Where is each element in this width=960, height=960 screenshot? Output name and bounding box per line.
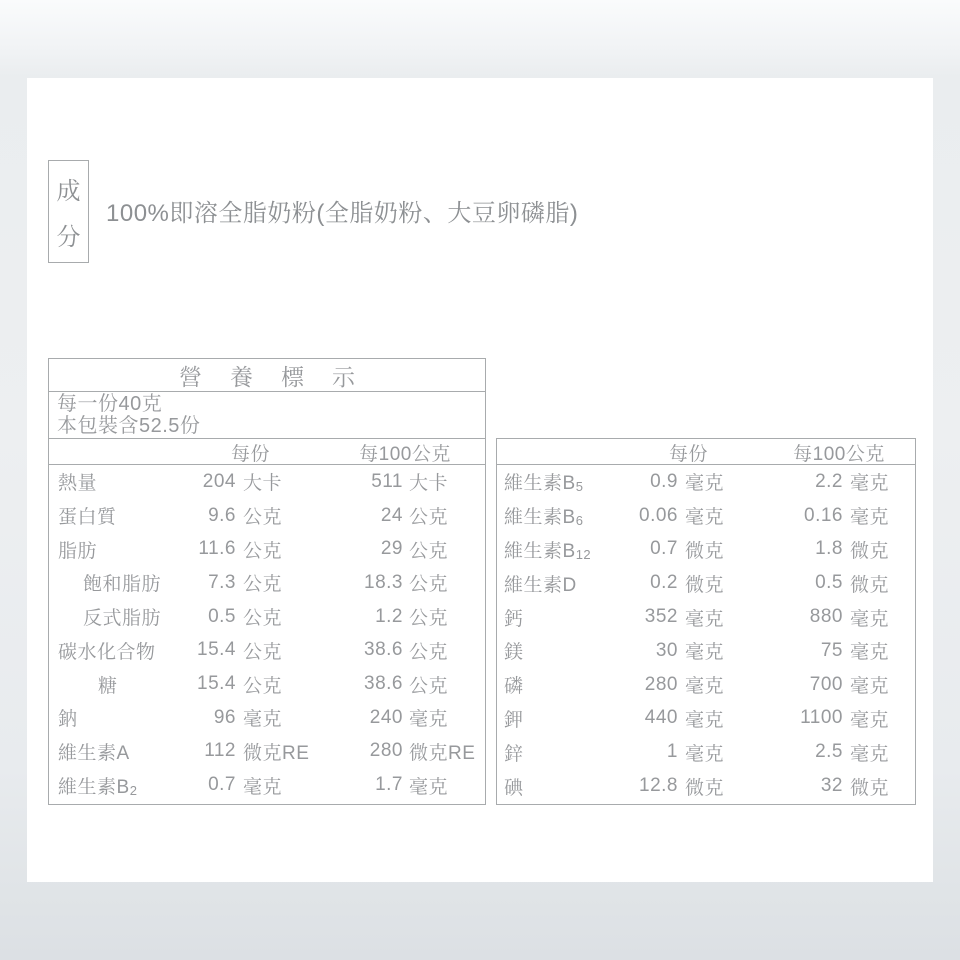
per-100g-unit: 大卡 [409,473,449,495]
nutrient-row-vitamin-b6 [497,499,915,533]
ingredients-text: 100%即溶全脂奶粉(全脂奶粉、大豆卵磷脂) [106,200,579,227]
per-serving-value: 9.6 [208,504,236,526]
nutrient-row-calcium [497,600,915,634]
per-serving-unit: 毫克 [243,776,283,798]
per-serving-unit: 微克RE [243,742,310,764]
per-100g-unit: 微克 [850,777,890,799]
per-serving-value: 12.8 [639,775,678,797]
per-100g-unit: 毫克 [850,642,890,664]
nutrient-label [58,637,176,664]
nutrient-row-vitamin-d [497,566,915,600]
per-100g-unit: 公克 [409,641,449,663]
per-serving-value: 352 [644,606,678,628]
nutrient-label [504,468,614,495]
per-serving-unit: 毫克 [685,608,725,630]
nutrient-row-iodine [497,769,915,803]
per-100g-header: 每100公克 [793,444,885,465]
label-text: 脂肪 [58,540,98,562]
nutrient-label [58,502,176,529]
per-serving-value: 7.3 [208,571,236,593]
nutrient-row-saturated-fat [49,566,485,600]
per-serving-unit: 公克 [243,608,283,630]
ingredients-label-box [48,160,89,263]
label-text: 碘 [504,777,524,799]
per-100g-unit: 毫克 [409,776,449,798]
nutrient-label [58,603,176,630]
nutrient-label [58,704,176,731]
label-text: 反式脂肪 [83,608,162,630]
column-header-row [49,439,485,465]
per-100g-value: 32 [820,775,843,797]
nutrient-row-carbohydrate [49,634,485,668]
per-100g-unit: 公克 [409,574,449,596]
per-100g-value: 700 [809,673,843,695]
per-100g-value: 511 [371,470,403,492]
per-serving-value: 0.7 [208,774,236,796]
per-serving-value: 11.6 [198,538,236,560]
per-serving-value: 0.2 [650,572,678,594]
per-100g-unit: 毫克 [850,507,890,529]
nutrient-label [58,468,176,495]
label-text: 碳水化合物 [58,641,156,663]
label-text: 維生素B [504,473,576,495]
per-serving-value: 15.4 [197,673,236,695]
label-text: 磷 [504,676,524,698]
per-100g-value: 280 [369,740,403,762]
per-serving-unit: 毫克 [685,507,725,529]
per-100g-value: 1100 [800,707,843,729]
ingredients-char-1: 成 [56,178,81,206]
per-serving-unit: 公克 [243,675,283,697]
per-serving-value: 280 [644,673,678,695]
label-text: 蛋白質 [58,507,117,529]
per-serving-value: 204 [202,470,236,492]
label-text: 維生素D [504,574,577,596]
per-100g-value: 1.7 [375,774,403,796]
per-serving-value: 112 [204,740,236,762]
ingredients-char-2: 分 [56,223,81,251]
per-100g-value: 2.2 [815,470,843,492]
per-serving-unit: 毫克 [685,676,725,698]
product-label-card [27,78,933,882]
nutrient-row-phosphorus [497,668,915,702]
per-100g-unit: 微克 [850,540,890,562]
per-100g-value: 18.3 [364,571,403,593]
nutrient-label [58,738,176,765]
nutrient-label [504,773,614,800]
label-text: 飽和脂肪 [83,574,162,596]
nutrient-row-calories [49,465,485,499]
nutrient-label [504,671,614,698]
nutrient-row-vitamin-b12 [497,533,915,567]
per-serving-value: 0.9 [650,470,678,492]
per-serving-unit: 大卡 [243,473,283,495]
label-text: 鉀 [504,709,524,731]
per-100g-value: 0.16 [804,504,843,526]
label-subscript: 5 [575,479,584,495]
nutrient-row-vitamin-a [49,735,485,769]
per-serving-unit: 毫克 [243,709,283,731]
per-serving-unit: 毫克 [685,642,725,664]
per-serving-value: 1 [666,741,678,763]
per-serving-unit: 毫克 [685,743,725,765]
nutrition-table-right [496,438,916,805]
label-subscript: 6 [575,513,584,529]
per-serving-value: 30 [655,639,678,661]
nutrition-title [49,359,485,392]
nutrient-rows-left [49,465,485,802]
label-text: 鈣 [504,608,524,630]
per-100g-value: 29 [380,538,403,560]
column-header-row [497,439,915,465]
nutrient-row-protein [49,499,485,533]
per-100g-value: 880 [809,606,843,628]
label-text: 熱量 [58,473,98,495]
per-serving-value: 15.4 [197,639,236,661]
per-serving-unit: 公克 [243,641,283,663]
label-text: 鋅 [504,743,524,765]
nutrient-label [504,604,614,631]
per-100g-value: 0.5 [815,572,843,594]
label-text: 維生素A [58,742,130,764]
label-text: 糖 [98,675,118,697]
label-subscript: 2 [129,782,138,798]
nutrient-row-magnesium [497,634,915,668]
per-serving-unit: 公克 [243,507,283,529]
per-serving-value: 0.06 [639,504,678,526]
nutrient-label [58,569,176,596]
per-serving-value: 0.5 [208,605,236,627]
nutrient-row-zinc [497,735,915,769]
serving-info [49,392,485,439]
per-serving-header: 每份 [668,444,708,465]
per-100g-unit: 毫克 [850,743,890,765]
per-serving-unit: 微克 [685,574,725,596]
label-subscript: 12 [575,546,592,562]
nutrient-label [58,671,176,698]
per-100g-unit: 毫克 [409,709,449,731]
label-text: 維生素B [504,507,576,529]
nutrient-label [504,739,614,766]
per-100g-unit: 毫克 [850,709,890,731]
per-100g-value: 38.6 [364,673,403,695]
per-serving-value: 96 [213,706,236,728]
per-serving-unit: 毫克 [685,473,725,495]
nutrient-label [504,502,614,529]
per-100g-unit: 公克 [409,540,449,562]
serving-size: 每一份40克 [57,393,163,415]
nutrient-row-sodium [49,701,485,735]
per-100g-value: 2.5 [815,741,843,763]
label-text: 維生素B [58,776,130,798]
per-100g-value: 1.2 [375,605,403,627]
per-serving-unit: 微克 [685,777,725,799]
label-text: 鎂 [504,642,524,664]
nutrient-label [504,536,614,563]
per-100g-unit: 公克 [409,608,449,630]
nutrient-rows-right [497,465,915,803]
nutrient-row-trans-fat [49,600,485,634]
per-100g-value: 38.6 [364,639,403,661]
per-100g-unit: 毫克 [850,608,890,630]
per-serving-unit: 公克 [243,574,283,596]
per-serving-value: 0.7 [650,538,678,560]
nutrition-title-text: 營養標示 [179,363,383,390]
per-100g-unit: 微克RE [409,742,476,764]
per-serving-unit: 公克 [243,540,283,562]
per-serving-unit: 微克 [685,540,725,562]
per-100g-value: 24 [380,504,403,526]
per-100g-unit: 毫克 [850,473,890,495]
nutrient-label [504,705,614,732]
label-text: 維生素B [504,540,576,562]
per-100g-header: 每100公克 [359,444,451,465]
per-100g-value: 75 [820,639,843,661]
nutrient-row-vitamin-b5 [497,465,915,499]
nutrient-label [504,570,614,597]
nutrient-row-vitamin-b2 [49,768,485,802]
nutrient-label [58,772,176,799]
nutrient-label [58,536,176,563]
per-100g-unit: 公克 [409,507,449,529]
per-serving-value: 440 [644,707,678,729]
nutrition-table-left [48,358,486,805]
per-100g-unit: 毫克 [850,676,890,698]
label-text: 鈉 [58,709,78,731]
servings-per-pack: 本包裝含52.5份 [57,415,201,437]
per-100g-unit: 公克 [409,675,449,697]
per-100g-unit: 微克 [850,574,890,596]
per-serving-header: 每份 [230,444,270,465]
nutrient-row-fat [49,532,485,566]
per-100g-value: 240 [369,706,403,728]
per-100g-value: 1.8 [815,538,843,560]
per-serving-unit: 毫克 [685,709,725,731]
nutrient-row-potassium [497,702,915,736]
nutrient-row-sugar [49,667,485,701]
nutrient-label [504,637,614,664]
